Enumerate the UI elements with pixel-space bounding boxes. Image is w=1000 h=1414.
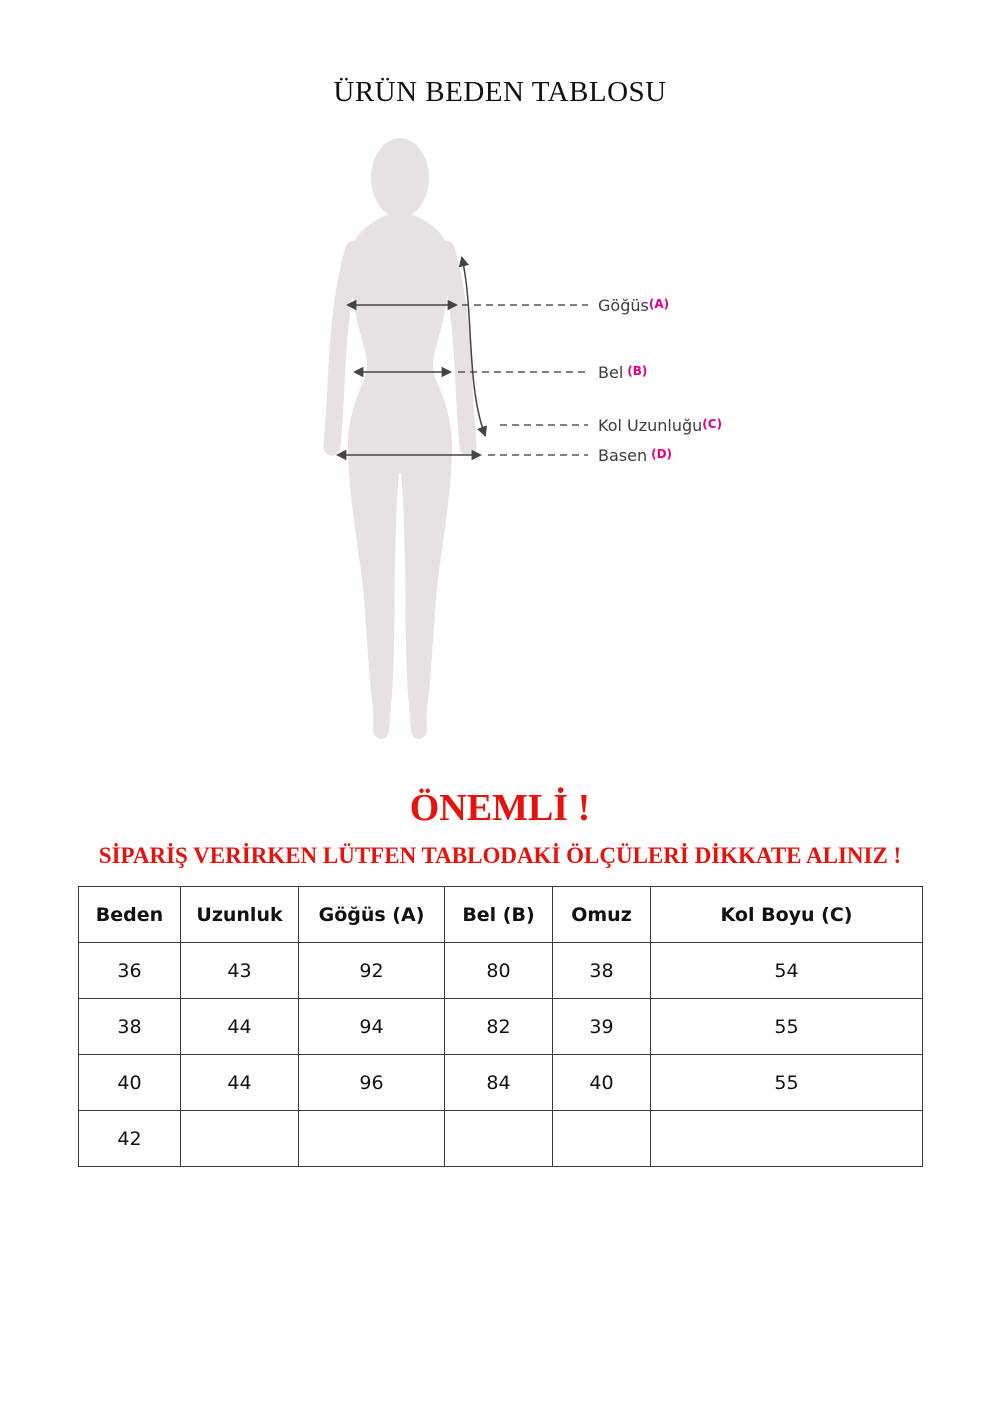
table-cell: 55 — [651, 999, 923, 1055]
col-header-bel: Bel (B) — [445, 887, 553, 943]
table-cell: 82 — [445, 999, 553, 1055]
important-heading: ÖNEMLİ ! — [409, 787, 591, 829]
body-silhouette — [300, 135, 500, 747]
table-cell — [651, 1111, 923, 1167]
label-waist-letter: (B) — [627, 364, 648, 378]
label-waist — [598, 363, 647, 382]
table-row — [79, 1111, 923, 1167]
label-waist-text: Bel — [598, 363, 624, 382]
table-cell: 94 — [299, 999, 445, 1055]
table-cell: 44 — [181, 1055, 299, 1111]
col-header-uzunluk: Uzunluk — [181, 887, 299, 943]
silhouette-head — [371, 138, 429, 218]
label-arm-length-letter: (C) — [702, 417, 723, 431]
col-header-beden: Beden — [79, 887, 181, 943]
table-cell: 40 — [553, 1055, 651, 1111]
table-cell — [299, 1111, 445, 1167]
table-row — [79, 943, 923, 999]
table-row — [79, 1055, 923, 1111]
table-cell: 80 — [445, 943, 553, 999]
label-arm-length — [598, 416, 722, 435]
table-cell: 40 — [79, 1055, 181, 1111]
table-cell: 39 — [553, 999, 651, 1055]
label-chest-text: Göğüs — [598, 296, 649, 315]
label-hip-text: Basen — [598, 446, 648, 465]
table-row — [79, 999, 923, 1055]
table-cell: 54 — [651, 943, 923, 999]
label-hip — [598, 446, 672, 465]
table-cell: 44 — [181, 999, 299, 1055]
label-chest — [598, 296, 669, 315]
table-header-row — [79, 887, 923, 943]
table-cell: 43 — [181, 943, 299, 999]
col-header-omuz: Omuz — [553, 887, 651, 943]
table-cell: 96 — [299, 1055, 445, 1111]
table-cell: 36 — [79, 943, 181, 999]
silhouette-torso-legs — [348, 215, 452, 739]
size-table — [78, 886, 923, 1167]
col-header-kol-boyu: Kol Boyu (C) — [651, 887, 923, 943]
table-cell: 84 — [445, 1055, 553, 1111]
table-cell: 42 — [79, 1111, 181, 1167]
warning-text: SİPARİŞ VERİRKEN LÜTFEN TABLODAKİ ÖLÇÜLERİ DİKKATE ALINIZ ! — [98, 843, 902, 868]
table-cell: 38 — [79, 999, 181, 1055]
table-cell — [553, 1111, 651, 1167]
label-hip-letter: (D) — [651, 447, 673, 461]
table-cell: 55 — [651, 1055, 923, 1111]
col-header-gogus: Göğüs (A) — [299, 887, 445, 943]
table-cell — [181, 1111, 299, 1167]
table-cell: 38 — [553, 943, 651, 999]
label-arm-length-text: Kol Uzunluğu — [598, 416, 703, 435]
table-cell: 92 — [299, 943, 445, 999]
table-cell — [445, 1111, 553, 1167]
page-title: ÜRÜN BEDEN TABLOSU — [333, 76, 667, 108]
label-chest-letter: (A) — [648, 297, 670, 311]
